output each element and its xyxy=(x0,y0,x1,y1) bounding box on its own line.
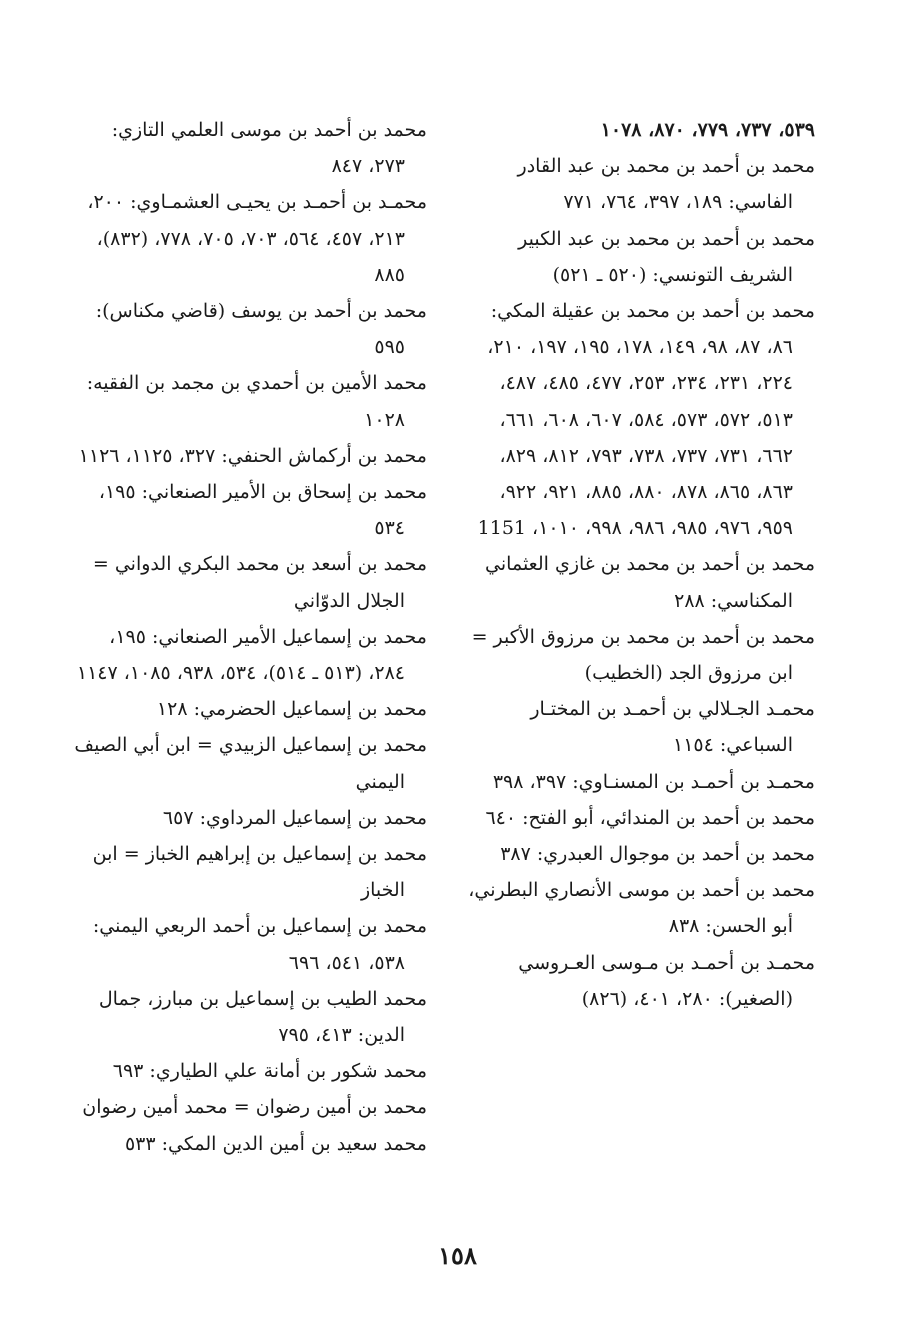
index-entry-continuation: ٥٣٩، ٧٣٧، ٧٧٩، ٨٧٠، ١٠٧٨ xyxy=(600,119,815,141)
index-entry: محمد شكور بن أمانة علي الطياري: ٦٩٣ xyxy=(112,1060,427,1083)
index-entry: محمد بن أحمد بن محمد بن عقيلة المكي: ٨٦، ٨٧، ٩٨، ١٤٩، ١٧٨، ١٩٥، ١٩٧، ٢١٠، ٢٢٤، ٢٣١، ٢٣٤، ٢٥٣، ٤٧٧، ٤٨٥، ٤٨٧، ٥١٣، ٥٧٢، ٥٧٣، ٥٨٤، ٦٠٧، ٦٠٨، ٦٦١، ٦٦٢، ٧٣١، ٧٣٧، ٧٣٨، ٧٩٣، ٨١٢، ٨٢٩، ٨٦٣، ٨٦٥، ٨٧٨، ٨٨٠، ٨٨٥، ٩٢١، ٩٢٢، ٩٥٩، ٩٧٦، ٩٨٥، ٩٨٦، ٩٩٨، ١٠١٠، 1151 xyxy=(477,300,815,540)
index-entry: محمد بن إسماعيل الأمير الصنعاني: ١٩٥، ٢٨٤، (٥١٣ ـ ٥١٤)، ٥٣٤، ٩٣٨، ١٠٨٥، ١١٤٧ xyxy=(76,625,427,685)
index-entry: محمد بن أحمد بن موسى الأنصاري البطرني، أبو الحسن: ٨٣٨ xyxy=(468,879,815,938)
index-entry: محمد بن إسماعيل الزبيدي = ابن أبي الصيف اليمني xyxy=(74,734,427,793)
index-entry: محمد بن إسحاق بن الأمير الصنعاني: ١٩٥، ٥٣٤ xyxy=(98,481,427,540)
index-entry: محمد بن أحمد بن المندائي، أبو الفتح: ٦٤٠ xyxy=(485,806,815,829)
index-entry: محمد بن إسماعيل بن أحمد الربعي اليمني: ٥٣٨، ٥٤١، ٦٩٦ xyxy=(92,915,427,974)
index-entry: محمد سعيد بن أمين الدين المكي: ٥٣٣ xyxy=(124,1132,427,1155)
index-entry: محمد بن أحمد بن محمد بن عبد الكبير الشريف التونسي: (٥٢٠ ـ ٥٢١) xyxy=(518,227,815,286)
index-entry: محمد بن أحمد بن محمد بن غازي العثماني المكناسي: ٢٨٨ xyxy=(485,553,815,612)
right-index-column xyxy=(460,112,815,1017)
index-entry: محمد الأمين بن أحمدي بن مجمد بن الفقيه: ١٠٢٨ xyxy=(86,372,427,431)
index-entry: محمـد بن أحمـد بن مـوسى العـروسي (الصغير): ٢٨٠، ٤٠١، (٨٢٦) xyxy=(518,951,815,1010)
index-entry: محمد بن إسماعيل بن إبراهيم الخباز = ابن الخباز xyxy=(92,843,427,902)
index-entry: محمد بن أحمد بن محمد بن مرزوق الأكبر = ابن مرزوق الجد (الخطيب) xyxy=(471,625,815,685)
page-number: ١٥٨ xyxy=(438,1241,477,1270)
index-entry: محمد بن أركماش الحنفي: ٣٢٧، ١١٢٥، ١١٢٦ xyxy=(78,444,427,467)
index-entry: محمـد بن أحمـد بن المسنـاوي: ٣٩٧، ٣٩٨ xyxy=(492,770,815,793)
index-entry: محمد الطيب بن إسماعيل بن مبارز، جمال الدين: ٤١٣، ٧٩٥ xyxy=(98,987,427,1047)
left-index-column xyxy=(72,112,427,1162)
index-entry: محمد بن أحمد بن موجوال العبدري: ٣٨٧ xyxy=(500,843,815,866)
index-entry: محمد بن أحمد بن موسى العلمي التازي: ٢٧٣، ٨٤٧ xyxy=(111,119,427,178)
index-entry: محمد بن أحمد بن يوسف (قاضي مكناس): ٥٩٥ xyxy=(95,300,427,359)
index-entry: محمد بن إسماعيل المرداوي: ٦٥٧ xyxy=(162,806,427,829)
index-entry: محمـد الجـلالي بن أحمـد بن المختـار السباعي: ١١٥٤ xyxy=(530,698,815,757)
index-entry: محمد بن أسعد بن محمد البكري الدواني = الجلال الدوّاني xyxy=(92,553,427,612)
index-entry: محمد بن أمين رضوان = محمد أمين رضوان xyxy=(82,1096,427,1119)
index-entry: محمد بن أحمد بن محمد بن عبد القادر الفاسي: ١٨٩، ٣٩٧، ٧٦٤، ٧٧١ xyxy=(517,155,815,214)
index-entry: محمد بن إسماعيل الحضرمي: ١٢٨ xyxy=(156,698,427,721)
index-entry: محمـد بن أحمـد بن يحيـى العشمـاوي: ٢٠٠، ٢١٣، ٤٥٧، ٥٦٤، ٧٠٣، ٧٠٥، ٧٧٨، (٨٣٢)، ٨٨٥ xyxy=(87,191,427,286)
